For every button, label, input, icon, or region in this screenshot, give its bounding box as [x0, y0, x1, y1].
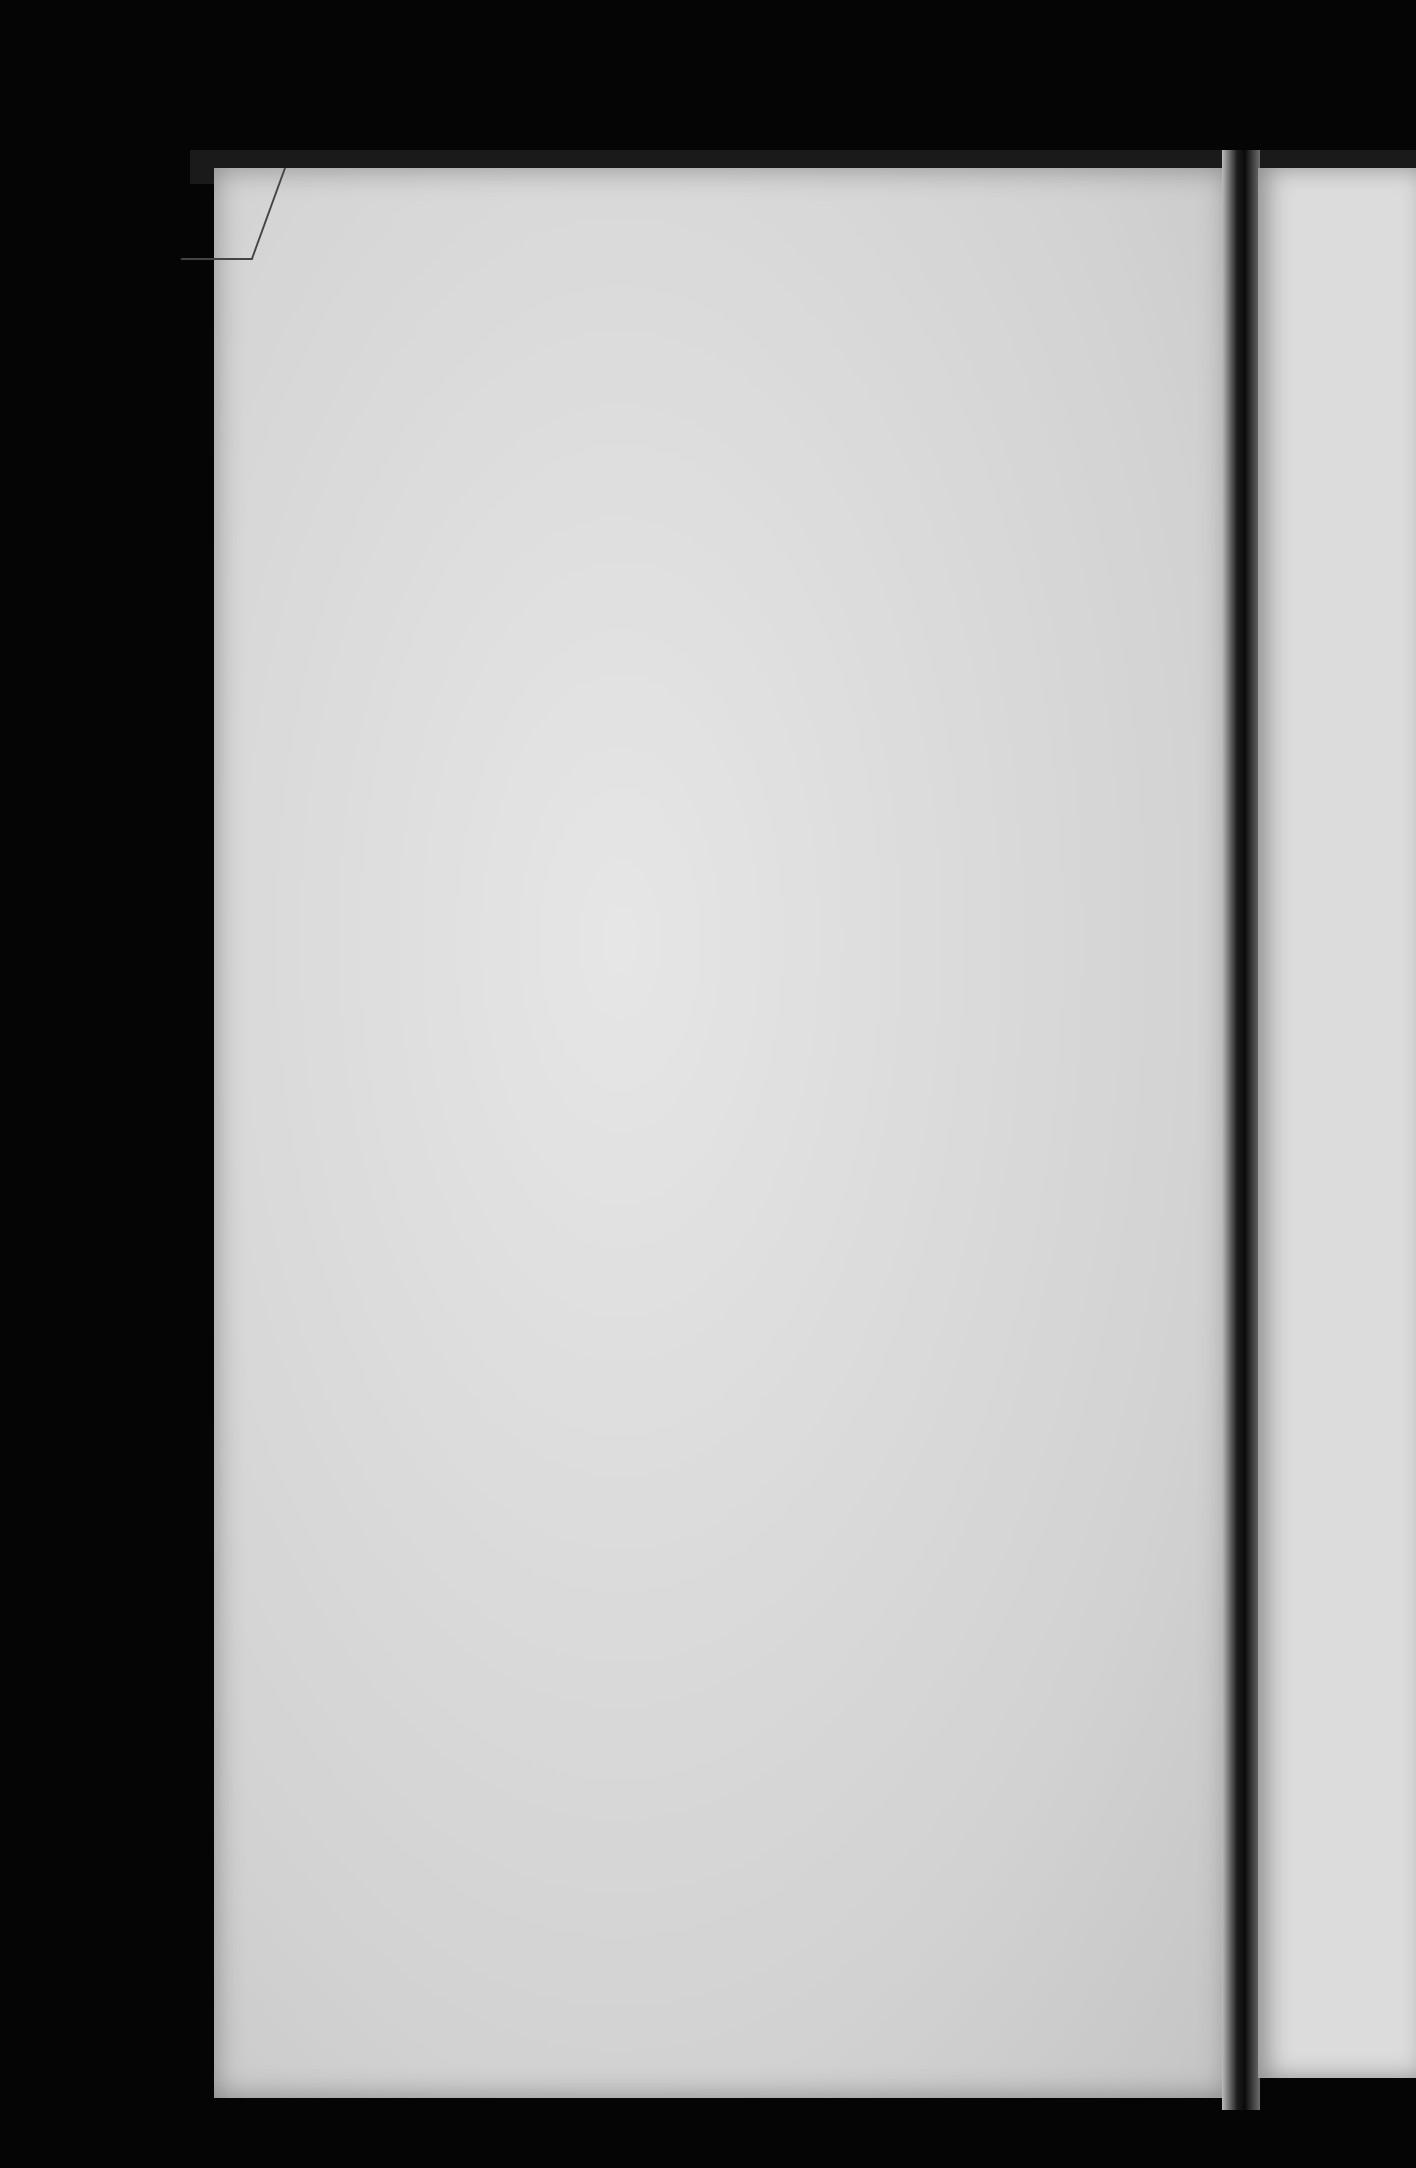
right-page	[1258, 168, 1416, 2078]
book-gutter	[1222, 150, 1260, 2110]
left-page	[214, 168, 1230, 2098]
